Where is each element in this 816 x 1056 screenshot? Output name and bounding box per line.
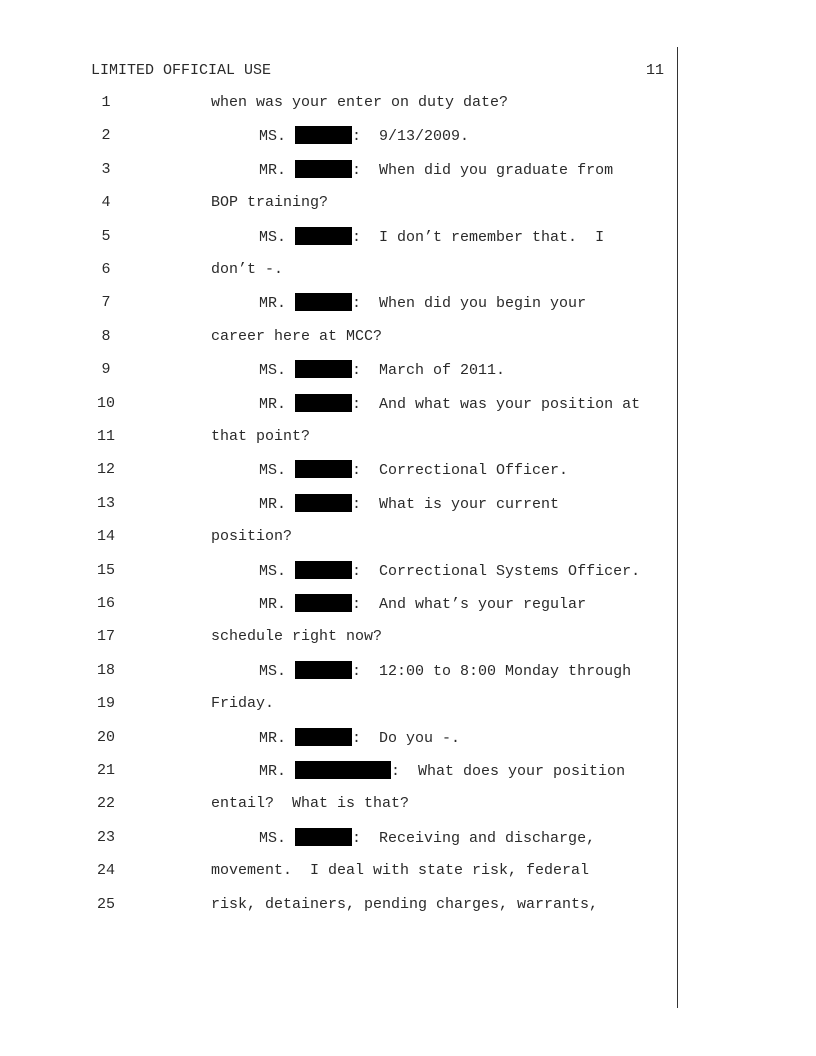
continuation-text: entail? What is that? xyxy=(211,795,410,812)
speaker-statement xyxy=(259,828,595,849)
line-number: 5 xyxy=(101,228,111,245)
redaction-box xyxy=(295,293,352,311)
speech-text: Correctional Officer. xyxy=(379,462,569,479)
transcript-line xyxy=(0,861,816,881)
redaction-box xyxy=(295,360,352,378)
transcript-line xyxy=(0,895,816,915)
page-number: 11 xyxy=(646,62,665,79)
speaker-statement xyxy=(259,293,586,314)
speaker-colon: : xyxy=(352,462,380,479)
speech-text: What does your position xyxy=(418,763,626,780)
redaction-box xyxy=(295,494,352,512)
redaction-box xyxy=(295,761,391,779)
transcript-line xyxy=(0,494,816,514)
speech-text: 9/13/2009. xyxy=(379,128,470,145)
speaker-colon: : xyxy=(391,763,419,780)
speech-text: Do you -. xyxy=(379,730,461,747)
line-number: 23 xyxy=(96,829,115,846)
line-number: 13 xyxy=(96,495,115,512)
redaction-box xyxy=(295,594,352,612)
speaker-statement xyxy=(259,728,460,749)
speech-text: And what was your position at xyxy=(379,396,641,413)
line-number: 3 xyxy=(101,161,111,178)
line-number: 11 xyxy=(96,428,115,445)
line-number: 15 xyxy=(96,562,115,579)
redaction-box xyxy=(295,227,352,245)
speaker-title: MS. xyxy=(259,563,296,580)
speaker-title: MS. xyxy=(259,128,296,145)
speaker-title: MS. xyxy=(259,830,296,847)
line-number: 7 xyxy=(101,294,111,311)
line-number: 18 xyxy=(96,662,115,679)
continuation-text: Friday. xyxy=(211,695,275,712)
speaker-statement xyxy=(259,227,604,248)
speaker-statement xyxy=(259,594,586,615)
speaker-colon: : xyxy=(352,596,380,613)
line-number: 12 xyxy=(96,461,115,478)
speech-text: When did you begin your xyxy=(379,295,587,312)
speech-text: And what’s your regular xyxy=(379,596,587,613)
redaction-box xyxy=(295,126,352,144)
speaker-colon: : xyxy=(352,362,380,379)
speaker-title: MS. xyxy=(259,462,296,479)
speaker-colon: : xyxy=(352,663,380,680)
transcript-line xyxy=(0,427,816,447)
redaction-box xyxy=(295,561,352,579)
speaker-title: MR. xyxy=(259,496,296,513)
speech-text: Receiving and discharge, xyxy=(379,830,596,847)
speech-text: 12:00 to 8:00 Monday through xyxy=(379,663,632,680)
continuation-text: schedule right now? xyxy=(211,628,383,645)
line-number: 6 xyxy=(101,261,111,278)
line-number: 25 xyxy=(96,896,115,913)
speaker-title: MR. xyxy=(259,162,296,179)
continuation-text: movement. I deal with state risk, federal xyxy=(211,862,590,879)
redaction-box xyxy=(295,661,352,679)
continuation-text: career here at MCC? xyxy=(211,328,383,345)
speaker-statement xyxy=(259,494,559,515)
speaker-colon: : xyxy=(352,128,380,145)
speaker-statement xyxy=(259,761,625,782)
speaker-statement xyxy=(259,460,568,481)
speaker-title: MR. xyxy=(259,763,296,780)
continuation-text: when was your enter on duty date? xyxy=(211,94,509,111)
speaker-colon: : xyxy=(352,229,380,246)
speaker-colon: : xyxy=(352,563,380,580)
speaker-title: MS. xyxy=(259,663,296,680)
transcript-line xyxy=(0,594,816,614)
speaker-statement xyxy=(259,394,640,415)
speech-text: Correctional Systems Officer. xyxy=(379,563,641,580)
transcript-line xyxy=(0,227,816,247)
transcript-line xyxy=(0,561,816,581)
speaker-title: MR. xyxy=(259,295,296,312)
line-number: 1 xyxy=(101,94,111,111)
line-number: 9 xyxy=(101,361,111,378)
speaker-colon: : xyxy=(352,730,380,747)
line-number: 10 xyxy=(96,395,115,412)
speaker-title: MR. xyxy=(259,596,296,613)
speech-text: March of 2011. xyxy=(379,362,506,379)
transcript-line xyxy=(0,527,816,547)
transcript-line xyxy=(0,327,816,347)
line-number: 17 xyxy=(96,628,115,645)
transcript-line xyxy=(0,694,816,714)
transcript-line xyxy=(0,360,816,380)
line-number: 24 xyxy=(96,862,115,879)
transcript-line xyxy=(0,160,816,180)
line-number: 22 xyxy=(96,795,115,812)
speaker-title: MS. xyxy=(259,362,296,379)
speech-text: When did you graduate from xyxy=(379,162,614,179)
speaker-colon: : xyxy=(352,295,380,312)
speech-text: I don’t remember that. I xyxy=(379,229,605,246)
transcript-line xyxy=(0,293,816,313)
continuation-text: position? xyxy=(211,528,293,545)
line-number: 19 xyxy=(96,695,115,712)
transcript-line xyxy=(0,627,816,647)
line-number: 21 xyxy=(96,762,115,779)
speech-text: What is your current xyxy=(379,496,560,513)
continuation-text: BOP training? xyxy=(211,194,329,211)
speaker-statement xyxy=(259,561,640,582)
line-number: 8 xyxy=(101,328,111,345)
speaker-title: MR. xyxy=(259,396,296,413)
transcript-line xyxy=(0,126,816,146)
redaction-box xyxy=(295,394,352,412)
transcript-line xyxy=(0,794,816,814)
speaker-statement xyxy=(259,160,613,181)
redaction-box xyxy=(295,160,352,178)
transcript-line xyxy=(0,193,816,213)
transcript-line xyxy=(0,761,816,781)
transcript-line xyxy=(0,260,816,280)
continuation-text: that point? xyxy=(211,428,311,445)
continuation-text: don’t -. xyxy=(211,261,284,278)
continuation-text: risk, detainers, pending charges, warrants, xyxy=(211,896,599,913)
speaker-statement xyxy=(259,126,469,147)
redaction-box xyxy=(295,828,352,846)
speaker-title: MR. xyxy=(259,730,296,747)
line-number: 2 xyxy=(101,127,111,144)
line-number: 14 xyxy=(96,528,115,545)
line-number: 4 xyxy=(101,194,111,211)
transcript-line xyxy=(0,460,816,480)
line-number: 20 xyxy=(96,729,115,746)
speaker-colon: : xyxy=(352,496,380,513)
classification-header: LIMITED OFFICIAL USE xyxy=(91,62,272,79)
speaker-statement xyxy=(259,661,631,682)
transcript-line xyxy=(0,93,816,113)
transcript-line xyxy=(0,394,816,414)
redaction-box xyxy=(295,728,352,746)
redaction-box xyxy=(295,460,352,478)
speaker-statement xyxy=(259,360,505,381)
speaker-colon: : xyxy=(352,396,380,413)
line-number: 16 xyxy=(96,595,115,612)
transcript-line xyxy=(0,828,816,848)
transcript-line xyxy=(0,661,816,681)
speaker-title: MS. xyxy=(259,229,296,246)
speaker-colon: : xyxy=(352,162,380,179)
transcript-line xyxy=(0,728,816,748)
speaker-colon: : xyxy=(352,830,380,847)
